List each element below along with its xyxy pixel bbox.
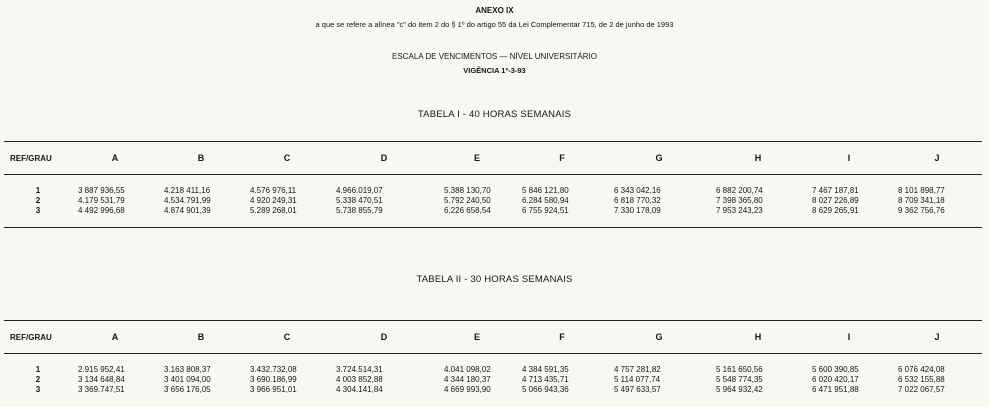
column-header: D (330, 321, 438, 354)
value-cell: 4 344 180,37 (444, 374, 491, 384)
column-header: J (892, 142, 982, 175)
value-cell: 9 362 756,76 (898, 205, 945, 215)
grade-cell: 3 (35, 384, 41, 394)
column-header: E (438, 321, 516, 354)
value-cell: 7 467 187,81 (812, 185, 859, 195)
value-cell: 5 548 774,35 (716, 374, 763, 384)
grade-cell: 1 (35, 364, 41, 374)
column-header: REF/GRAU (4, 142, 72, 175)
value-cell: 3 966 951,01 (250, 384, 297, 394)
legal-reference: a que se refere a alínea "c" do item 2 do § 1º do artigo 55 da Lei Complementar 715, de 2 de junho de 1993 (315, 20, 674, 29)
value-cell: 3 690.186,99 (250, 374, 297, 384)
value-cell: 4 920 249,31 (250, 195, 297, 205)
column-header: G (608, 142, 710, 175)
value-cell: 8 027 226,89 (812, 195, 859, 205)
column-header: I (806, 321, 892, 354)
value-cell: 4 384 591,35 (522, 364, 569, 374)
value-cell: 8 101 898,77 (898, 185, 945, 195)
value-cell: 5 964 932,42 (716, 384, 763, 394)
value-cell: 8 629 265,91 (812, 205, 859, 215)
value-cell: 6 818 770,32 (614, 195, 661, 205)
value-cell: 2.915 952,41 (78, 364, 125, 374)
validity-date: VIGÊNCIA 1º-3-93 (463, 66, 526, 75)
value-cell: 4.576 976,11 (250, 185, 297, 195)
value-cell: 4.966.019,07 (336, 185, 383, 195)
table-title: TABELA I - 40 HORAS SEMANAIS (417, 109, 572, 120)
table-header-row (4, 321, 982, 354)
value-cell: 4 304.141,84 (336, 384, 383, 394)
value-cell: 4 757 281,82 (614, 364, 661, 374)
value-cell: 4 713 435,71 (522, 374, 569, 384)
column-header: G (608, 321, 710, 354)
column-header: E (438, 142, 516, 175)
salary-table-30h (4, 320, 982, 394)
value-cell: 6.226 658,54 (444, 205, 491, 215)
column-header: B (158, 142, 244, 175)
value-cell: 3.163 808,37 (164, 364, 211, 374)
value-cell: 3 401 094,00 (164, 374, 211, 384)
value-cell: 3.724.514,31 (336, 364, 383, 374)
table-row (4, 175, 982, 196)
value-cell: 3 656 176,05 (164, 384, 211, 394)
column-header: C (244, 321, 330, 354)
value-cell: 6 076 424,08 (898, 364, 945, 374)
column-header: C (244, 142, 330, 175)
column-header: B (158, 321, 244, 354)
value-cell: 3 369.747,51 (78, 384, 125, 394)
annex-title: ANEXO IX (475, 6, 514, 15)
value-cell: 5 497 633,57 (614, 384, 661, 394)
value-cell: 5.792 240,50 (444, 195, 491, 205)
column-header: J (892, 321, 982, 354)
column-header: H (710, 142, 806, 175)
value-cell: 6.284 580,94 (522, 195, 569, 205)
value-cell: 6 755 924,51 (522, 205, 569, 215)
table-row (4, 384, 982, 394)
value-cell: 7 330 178,09 (614, 205, 661, 215)
table-title: TABELA II - 30 HORAS SEMANAIS (416, 274, 573, 285)
grade-cell: 3 (35, 205, 41, 215)
value-cell: 6 020 420,17 (812, 374, 859, 384)
value-cell: 5.289 268,01 (250, 205, 297, 215)
grade-cell: 2 (35, 195, 41, 205)
column-header: D (330, 142, 438, 175)
value-cell: 5 161 650,56 (716, 364, 763, 374)
grade-cell: 1 (35, 185, 41, 195)
column-header: F (516, 321, 608, 354)
grade-cell: 2 (35, 374, 41, 384)
value-cell: 5.738 855,79 (336, 205, 383, 215)
value-cell: 4.041 098,02 (444, 364, 491, 374)
column-header: A (72, 321, 158, 354)
value-cell: 4.534.791,99 (164, 195, 211, 205)
value-cell: 6 532 155,88 (898, 374, 945, 384)
column-header: REF/GRAU (4, 321, 72, 354)
table-row (4, 195, 982, 205)
value-cell: 7 398 365,80 (716, 195, 763, 205)
salary-table-40h (4, 141, 982, 228)
column-header: I (806, 142, 892, 175)
value-cell: 4 669 993,90 (444, 384, 491, 394)
table-row (4, 354, 982, 375)
table-header-row (4, 142, 982, 175)
value-cell: 3 887 936,55 (78, 185, 125, 195)
value-cell: 4.218 411,16 (164, 185, 211, 195)
table-row (4, 374, 982, 384)
column-header: F (516, 142, 608, 175)
value-cell: 4.179 531,79 (78, 195, 125, 205)
value-cell: 4 492 996,68 (78, 205, 125, 215)
value-cell: 4.874 901,39 (164, 205, 211, 215)
value-cell: 6 343 042,16 (614, 185, 661, 195)
value-cell: 7 022 067,57 (898, 384, 945, 394)
scale-title: ESCALA DE VENCIMENTOS — NÍVEL UNIVERSITÁRIO (392, 52, 597, 61)
value-cell: 5 846 121,80 (522, 185, 569, 195)
value-cell: 3 134 648,84 (78, 374, 125, 384)
value-cell: 6 471 951,88 (812, 384, 859, 394)
value-cell: 6 882 200,74 (716, 185, 763, 195)
column-header: H (710, 321, 806, 354)
value-cell: 4 003 852,88 (336, 374, 383, 384)
value-cell: 5 600 390,85 (812, 364, 859, 374)
value-cell: 8 709 341,18 (898, 195, 945, 205)
value-cell: 5 114 077,74 (614, 374, 661, 384)
value-cell: 7 953 243,23 (716, 205, 763, 215)
value-cell: 5.388 130,70 (444, 185, 491, 195)
value-cell: 3.432.732,08 (250, 364, 297, 374)
value-cell: 5 066 943,36 (522, 384, 569, 394)
column-header: A (72, 142, 158, 175)
table-row (4, 205, 982, 228)
value-cell: 5.338 470,51 (336, 195, 383, 205)
